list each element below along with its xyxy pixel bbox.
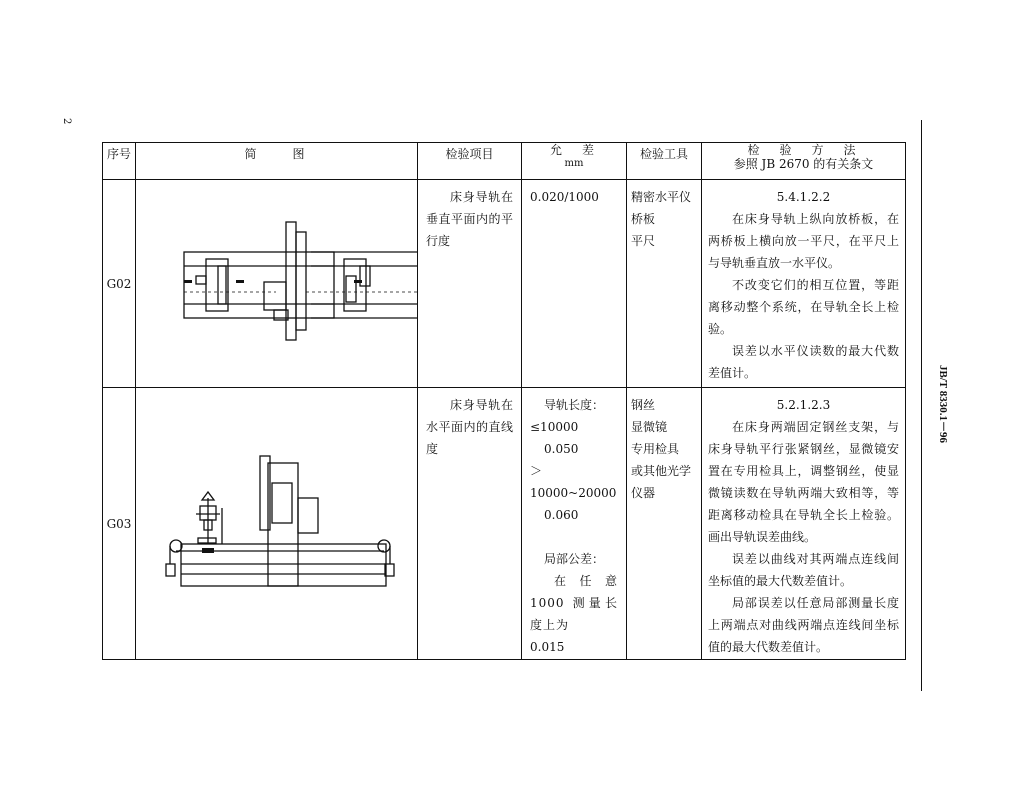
method-cell: 5.2.1.2.3 在床身两端固定钢丝支架，与床身导轨平行张紧钢丝，显微镜安置在专用检具上，调整钢丝，使显微镜读数在导轨两端大致相等，等距离移动检具在导轨全长上检验。画出导轨误差曲线。 误差以曲线对其两端点连线间坐标值的最大代数差值计。 局部误差以任意局部测量长度上两端点对曲线两端点连线间坐标值的最大代数差值计。 (702, 388, 906, 660)
header-tolerance: 允 差 mm (522, 143, 627, 180)
table-row (103, 388, 906, 660)
header-row (103, 143, 906, 180)
tool-cell: 钢丝 显微镜 专用检具 或其他光学仪器 (627, 388, 702, 660)
inspection-table (102, 142, 906, 660)
header-diagram: 简 图 (136, 143, 418, 180)
standard-id: JB/T 8330.1－96 (937, 364, 949, 444)
diagram-cell (136, 388, 418, 660)
seq-cell: G02 (103, 180, 136, 388)
diagram-cell (136, 180, 418, 388)
header-method: 检 验 方 法 参照 JB 2670 的有关条文 (702, 143, 906, 180)
tolerance-cell: 导轨长度： ≤10000 0.050 ＞10000~20000 0.060 局部公差： 在任意 1000 测量长度上为 0.015 (522, 388, 627, 660)
inspection-item: 床身导轨在水平面内的直线度 (418, 388, 522, 660)
side-rule (921, 120, 922, 691)
method-cell: 5.4.1.2.2 在床身导轨上纵向放桥板，在两桥板上横向放一平尺，在平尺上与导轨垂直放一水平仪。 不改变它们的相互位置，等距离移动整个系统，在导轨全长上检验。 误差以水平仪读数的最大代数差值计。 (702, 180, 906, 388)
tool-cell: 精密水平仪 桥板 平尺 (627, 180, 702, 388)
table-row (103, 180, 906, 388)
header-item: 检验项目 (418, 143, 522, 180)
seq-cell: G03 (103, 388, 136, 660)
tolerance-cell: 0.020/1000 (522, 180, 627, 388)
g02-diagram (136, 180, 418, 388)
inspection-item: 床身导轨在垂直平面内的平行度 (418, 180, 522, 388)
page-number: 2 (61, 118, 72, 125)
g03-diagram (136, 388, 418, 660)
header-tool: 检验工具 (627, 143, 702, 180)
header-seq: 序号 (103, 143, 136, 180)
